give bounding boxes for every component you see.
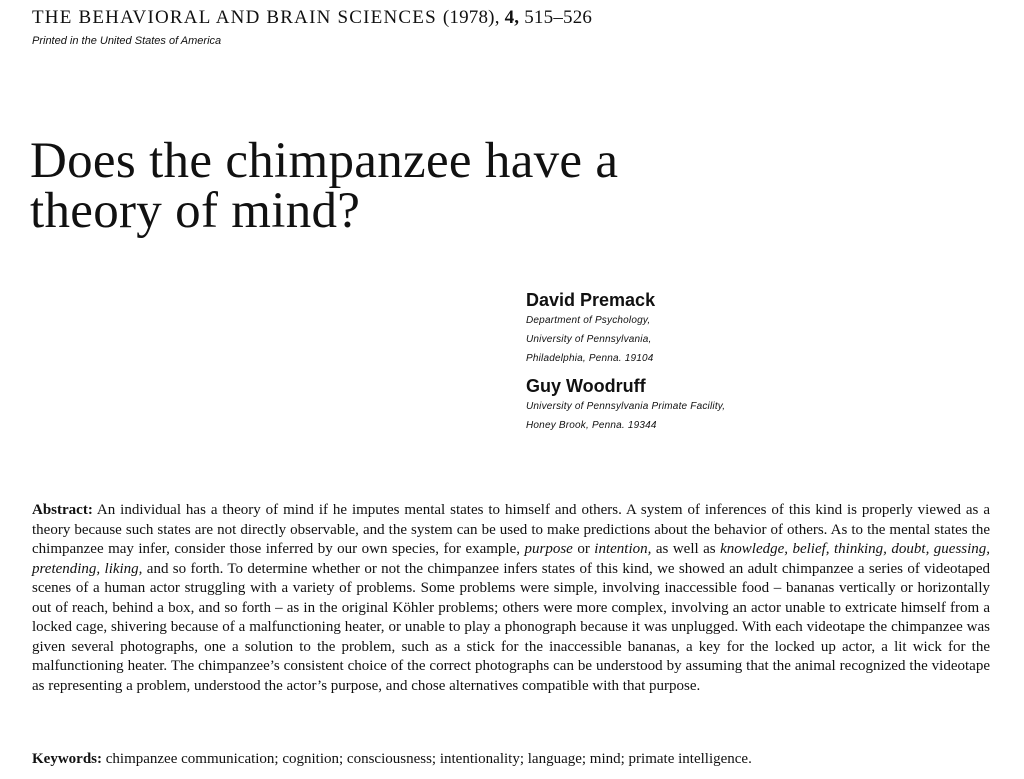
- author-affiliation-line: Department of Psychology,: [526, 315, 651, 326]
- author-block: [526, 289, 946, 435]
- abstract-label: Abstract:: [32, 502, 93, 518]
- abstract-terms: knowledge, belief, thinking, doubt, guessing, pretending, liking,: [32, 541, 991, 577]
- abstract-term-intention: intention,: [594, 541, 652, 557]
- abstract-text-1: An individual has a theory of mind if he imputes mental states to himself and others. A system of inferences of this kind is properly viewed as a theory because such states are not directly observable, and the system can be used to make predictions about the behavior of others. As to the mental states the chimpanzee may infer, consider those inferred by our own species, for example,: [32, 502, 990, 557]
- author-name: David Premack: [526, 290, 656, 310]
- author-name: Guy Woodruff: [526, 376, 646, 396]
- author-affiliation-line: University of Pennsylvania,: [526, 334, 652, 345]
- journal-volume: 4,: [504, 7, 520, 28]
- journal-issue: [443, 7, 592, 28]
- keywords-label: Keywords:: [32, 751, 102, 767]
- abstract-as-well-as: as well as: [655, 541, 716, 557]
- title-line-2: theory of mind?: [30, 183, 361, 239]
- abstract: [32, 501, 990, 696]
- abstract-term-purpose: purpose: [524, 541, 573, 557]
- journal-year: (1978),: [442, 7, 500, 28]
- abstract-or: or: [577, 541, 590, 557]
- journal-pages: 515–526: [524, 7, 593, 28]
- abstract-text-2: and so forth. To determine whether or not the chimpanzee infers states of this kind, we showed an adult chimpanzee a series of videotaped scenes of a human actor struggling with a variety of problems. Some problems were simple, involving inaccessible food – bananas vertically or horizontally out of reach, behind a box, and so forth – as in the original Köhler problems; others were more complex, involving an actor unable to extricate himself from a locked cage, shivering because of a malfunctioning heater, or unable to play a phonograph because it was unplugged. With each videotape the chimpanzee was given several photographs, one a solution to the problem, such as a stick for the inaccessible bananas, a key for the locked up actor, a lit wick for the malfunctioning heater. The chimpanzee’s consistent choice of the correct photographs can be understood by assuming that the animal recognized the videotape as representing a problem, understood the actor’s purpose, and chose alternatives compatible with that purpose.: [32, 560, 990, 694]
- author-affiliation-line: Honey Brook, Penna. 19344: [526, 420, 657, 431]
- author-affiliation-line: University of Pennsylvania Primate Facility,: [526, 401, 726, 412]
- author-1: [526, 289, 946, 368]
- keywords: [32, 751, 992, 768]
- journal-header: [32, 7, 592, 29]
- title-line-1: Does the chimpanzee have a: [30, 133, 619, 189]
- keywords-text: chimpanzee communication; cognition; consciousness; intentionality; language; mind; primate intelligence.: [105, 751, 752, 767]
- printed-note: Printed in the United States of America: [32, 35, 222, 47]
- author-affiliation-line: Philadelphia, Penna. 19104: [526, 353, 654, 364]
- journal-name: THE BEHAVIORAL AND BRAIN SCIENCES: [32, 7, 437, 28]
- author-2: [526, 375, 946, 435]
- paper-title: [30, 133, 730, 239]
